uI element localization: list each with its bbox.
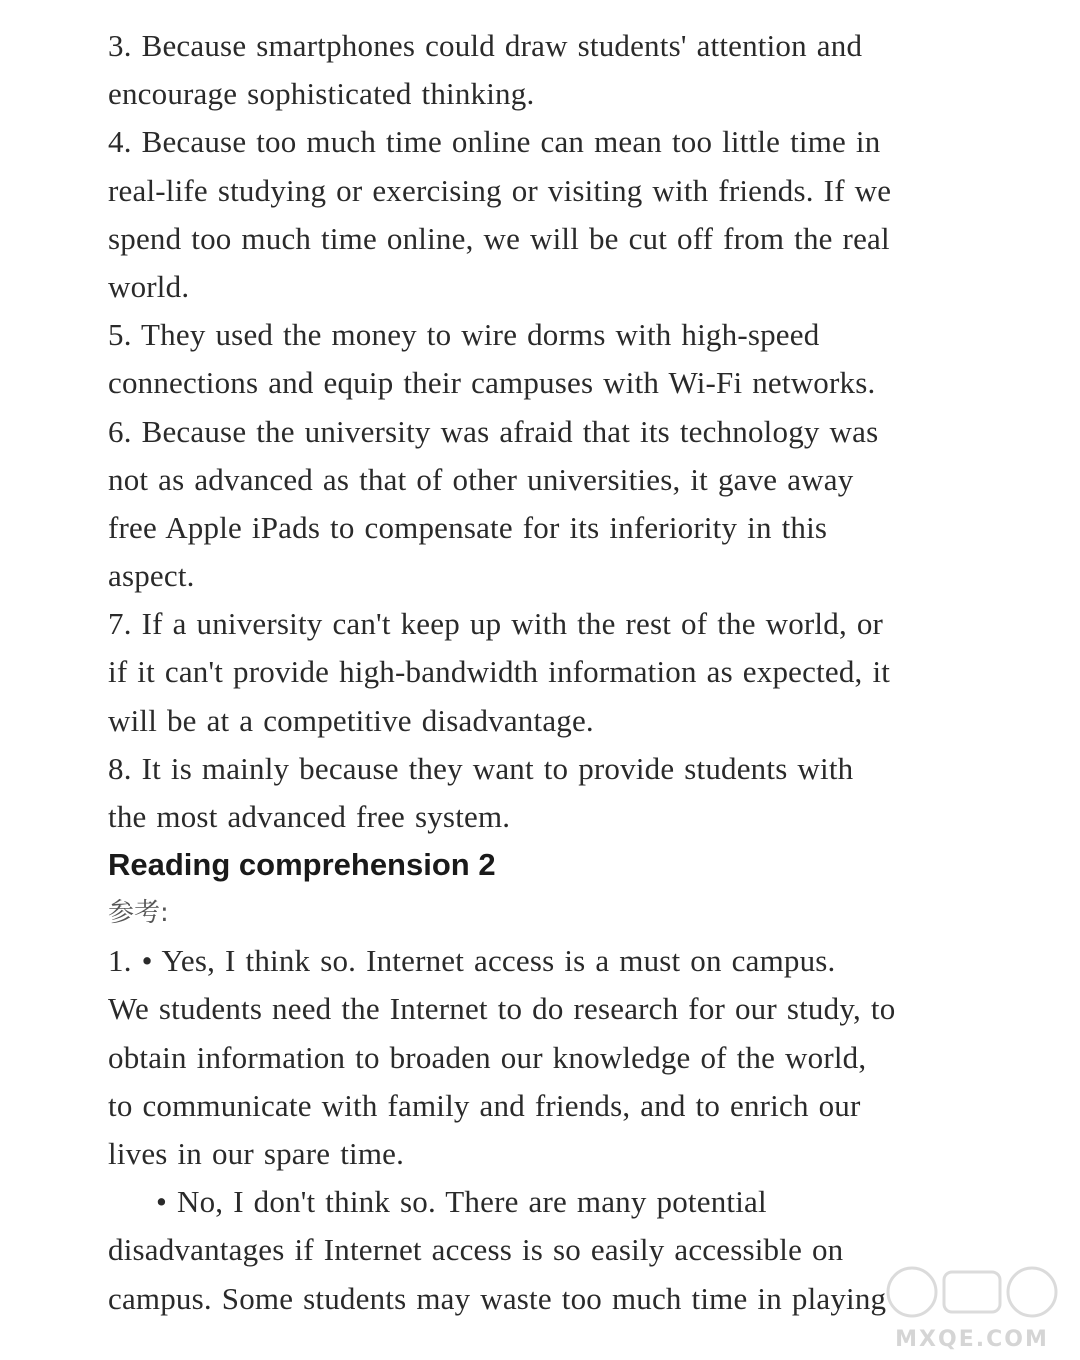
text-line: obtain information to broaden our knowledge of the world, — [108, 1039, 867, 1075]
answer-list-1 — [108, 22, 988, 841]
text-line: real-life studying or exercising or visiting with friends. If we — [108, 172, 892, 208]
text-line: encourage sophisticated thinking. — [108, 76, 535, 112]
text-line: 1. • Yes, I think so. Internet access is a must on campus. — [108, 943, 836, 979]
text-line: to communicate with family and friends, and to enrich our — [108, 1087, 861, 1123]
watermark-text: MXQE.COM — [895, 1327, 1049, 1352]
text-line: 4. Because too much time online can mean too little time in — [108, 124, 881, 160]
watermark-icon — [882, 1262, 1062, 1322]
document-page — [108, 22, 988, 1323]
text-line: connections and equip their campuses with Wi-Fi networks. — [108, 365, 876, 401]
text-line: world. — [108, 268, 190, 304]
text-line: aspect. — [108, 558, 195, 594]
text-line: disadvantages if Internet access is so easily accessible on — [108, 1232, 844, 1268]
reference-label: 参考: — [108, 898, 169, 929]
text-line: free Apple iPads to compensate for its inferiority in this — [108, 509, 828, 545]
text-line: will be at a competitive disadvantage. — [108, 702, 594, 738]
text-line: spend too much time online, we will be cut off from the real — [108, 220, 890, 256]
text-line: 3. Because smartphones could draw students' attention and — [108, 28, 863, 63]
text-line: We students need the Internet to do research for our study, to — [108, 991, 896, 1027]
text-line: 5. They used the money to wire dorms with high-speed — [108, 317, 820, 353]
text-line: 8. It is mainly because they want to provide students with — [108, 750, 854, 786]
text-line: • No, I don't think so. There are many potential — [156, 1184, 767, 1220]
text-line: 7. If a university can't keep up with the rest of the world, or — [108, 606, 884, 642]
text-line: the most advanced free system. — [108, 799, 511, 834]
text-line: 6. Because the university was afraid that its technology was — [108, 413, 879, 449]
section-heading: Reading comprehension 2 — [108, 847, 496, 883]
watermark-logo — [882, 1262, 1062, 1352]
text-line: not as advanced as that of other universities, it gave away — [108, 461, 854, 497]
text-line: campus. Some students may waste too much time in playing — [108, 1280, 887, 1316]
answer-list-2 — [108, 937, 988, 1323]
text-line: if it can't provide high-bandwidth information as expected, it — [108, 654, 891, 690]
text-line: lives in our spare time. — [108, 1135, 405, 1171]
